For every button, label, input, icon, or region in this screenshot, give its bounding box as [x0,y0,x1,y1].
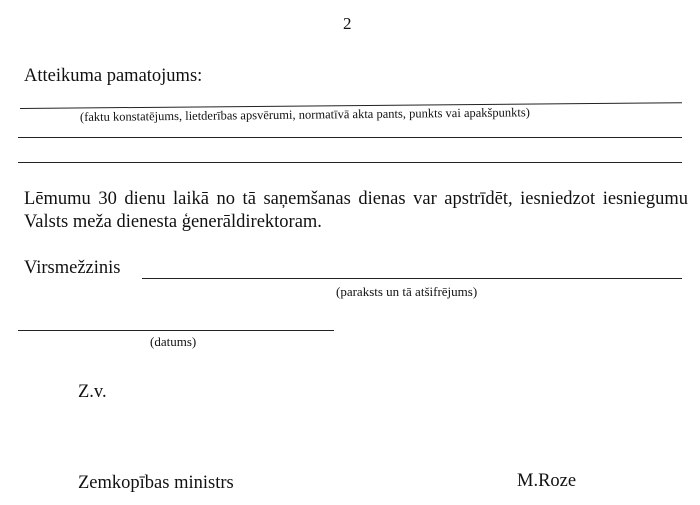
signer-title: Virsmežzinis [24,258,121,278]
stamp-place-label: Z.v. [78,382,107,402]
page-number: 2 [343,14,352,33]
minister-title: Zemkopības ministrs [78,473,234,493]
justification-heading: Atteikuma pamatojums: [24,66,203,86]
justification-line-2 [18,137,682,138]
signature-caption: (paraksts un tā atšifrējums) [336,284,478,299]
appeal-paragraph: Lēmumu 30 dienu laikā no tā saņemšanas dienas var apstrīdēt, iesniedzot iesniegumu Valsts meža dienesta ģenerāldirektoram. [24,189,688,232]
minister-name: M.Roze [517,471,577,491]
justification-line-3 [18,162,682,163]
date-line [18,330,334,331]
signature-line [142,278,682,279]
date-caption: (datums) [150,334,197,349]
justification-caption: (faktu konstatējums, lietderības apsvērumi, normatīvā akta pants, punkts vai apakšpunkts) [79,105,530,124]
